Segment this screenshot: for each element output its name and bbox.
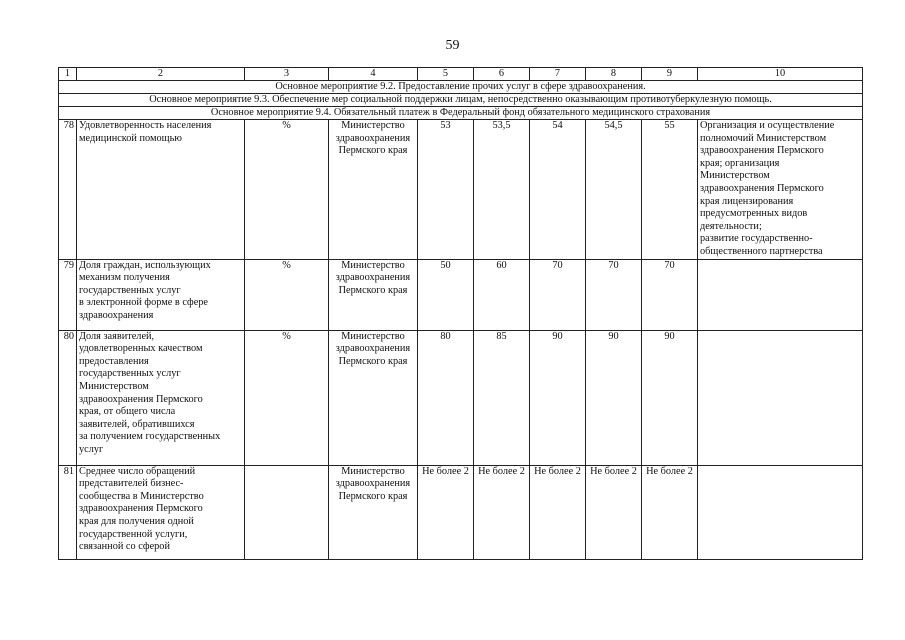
cell-line: предоставления	[79, 355, 149, 367]
responsible-org	[329, 259, 418, 330]
unit-cell: %	[245, 120, 329, 260]
cell-line: развитие государственно-	[700, 233, 813, 245]
cell-line: Министерство	[341, 259, 405, 271]
value-cell: 55	[642, 120, 698, 260]
indicator-name	[77, 330, 245, 465]
note-cell	[698, 120, 863, 260]
value-cell: Не более 2	[474, 465, 530, 559]
cell-line: Организация и осуществление	[700, 120, 835, 131]
cell-line: здравоохранения Пермского	[79, 503, 203, 515]
header-cell: 8	[586, 68, 642, 81]
cell-line: медицинской помощью	[79, 132, 182, 144]
row-number: 81	[59, 465, 77, 559]
cell-line: предусмотренных видов	[700, 208, 808, 220]
value-cell: 85	[474, 330, 530, 465]
cell-line: Удовлетворенность населения	[79, 120, 212, 131]
cell-line: здравоохранения Пермского	[700, 182, 824, 194]
cell-line: в электронной форме в сфере	[79, 297, 208, 309]
cell-line: Министерство	[341, 465, 405, 477]
note-cell	[698, 465, 863, 559]
header-row	[59, 68, 863, 81]
section-row	[59, 107, 863, 120]
cell-line: государственных услуг	[79, 284, 181, 296]
row-number: 78	[59, 120, 77, 260]
cell-line: Министерство	[341, 330, 405, 342]
header-cell: 6	[474, 68, 530, 81]
cell-line: удовлетворенных качеством	[79, 343, 203, 355]
indicators-table	[58, 67, 863, 560]
section-title: Основное мероприятие 9.3. Обеспечение мер социальной поддержки лицам, непосредственно оказывающим противотуберкулезную помощь.	[59, 94, 863, 107]
value-cell: 70	[586, 259, 642, 330]
cell-line: Министерство	[341, 120, 405, 131]
cell-line: государственной услуги,	[79, 528, 188, 540]
cell-line: здравоохранения Пермского	[700, 145, 824, 157]
row-number: 80	[59, 330, 77, 465]
value-cell: 90	[530, 330, 586, 465]
cell-line: Пермского края	[338, 490, 408, 502]
value-cell: 54	[530, 120, 586, 260]
cell-line: сообщества в Министерство	[79, 490, 204, 502]
section-title: Основное мероприятие 9.2. Предоставление прочих услуг в сфере здравоохранения.	[59, 81, 863, 94]
cell-line: края лицензирования	[700, 195, 794, 207]
indicator-name	[77, 120, 245, 260]
header-cell: 10	[698, 68, 863, 81]
responsible-org	[329, 465, 418, 559]
cell-line: здравоохранения Пермского	[79, 393, 203, 405]
value-cell: 60	[474, 259, 530, 330]
section-row	[59, 94, 863, 107]
cell-line: представителей бизнес-	[79, 478, 184, 490]
value-cell: 90	[586, 330, 642, 465]
cell-line: Министерством	[700, 170, 770, 182]
value-cell: 53,5	[474, 120, 530, 260]
header-cell: 1	[59, 68, 77, 81]
cell-line: края; организация	[700, 157, 780, 169]
cell-line: услуг	[79, 443, 104, 455]
table-row	[59, 120, 863, 260]
cell-line: полномочий Министерством	[700, 132, 827, 144]
indicator-name	[77, 259, 245, 330]
value-cell: 80	[418, 330, 474, 465]
cell-line: общественного партнерства	[700, 245, 823, 257]
header-cell: 3	[245, 68, 329, 81]
value-cell: 70	[530, 259, 586, 330]
note-cell	[698, 259, 863, 330]
cell-line: здравоохранения	[335, 343, 411, 355]
cell-line: связанной со сферой	[79, 541, 170, 553]
cell-line: Доля граждан, использующих	[79, 259, 211, 271]
cell-line: здравоохранения	[335, 132, 411, 144]
value-cell: 50	[418, 259, 474, 330]
cell-line: края, от общего числа	[79, 406, 176, 418]
responsible-org	[329, 330, 418, 465]
cell-line: за получением государственных	[79, 431, 221, 443]
value-cell: 53	[418, 120, 474, 260]
cell-line: Пермского края	[338, 145, 408, 157]
table-row	[59, 259, 863, 330]
value-cell: Не более 2	[530, 465, 586, 559]
cell-line: государственных услуг	[79, 368, 181, 380]
section-row	[59, 81, 863, 94]
cell-line: здравоохранения	[335, 272, 411, 284]
cell-line: здравоохранения	[335, 478, 411, 490]
cell-line: Пермского края	[338, 284, 408, 296]
cell-line: деятельности;	[700, 220, 762, 232]
unit-cell	[245, 465, 329, 559]
unit-cell: %	[245, 259, 329, 330]
value-cell: Не более 2	[642, 465, 698, 559]
cell-line: Доля заявителей,	[79, 330, 155, 342]
value-cell: Не более 2	[586, 465, 642, 559]
cell-line: механизм получения	[79, 272, 170, 284]
cell-line: Среднее число обращений	[79, 465, 196, 477]
note-cell	[698, 330, 863, 465]
header-cell: 7	[530, 68, 586, 81]
header-cell: 4	[329, 68, 418, 81]
cell-line: здравоохранения	[79, 309, 154, 321]
section-title: Основное мероприятие 9.4. Обязательный платеж в Федеральный фонд обязательного медицинского страхования	[59, 107, 863, 120]
cell-line: Пермского края	[338, 355, 408, 367]
header-cell: 9	[642, 68, 698, 81]
header-cell: 5	[418, 68, 474, 81]
header-cell: 2	[77, 68, 245, 81]
indicator-name	[77, 465, 245, 559]
row-number: 79	[59, 259, 77, 330]
unit-cell: %	[245, 330, 329, 465]
page-number: 59	[445, 38, 460, 53]
cell-line: края для получения одной	[79, 515, 194, 527]
value-cell: 54,5	[586, 120, 642, 260]
value-cell: Не более 2	[418, 465, 474, 559]
table-row	[59, 330, 863, 465]
responsible-org	[329, 120, 418, 260]
table-row	[59, 465, 863, 559]
cell-line: Министерством	[79, 380, 149, 392]
cell-line: заявителей, обратившихся	[79, 418, 195, 430]
value-cell: 90	[642, 330, 698, 465]
value-cell: 70	[642, 259, 698, 330]
